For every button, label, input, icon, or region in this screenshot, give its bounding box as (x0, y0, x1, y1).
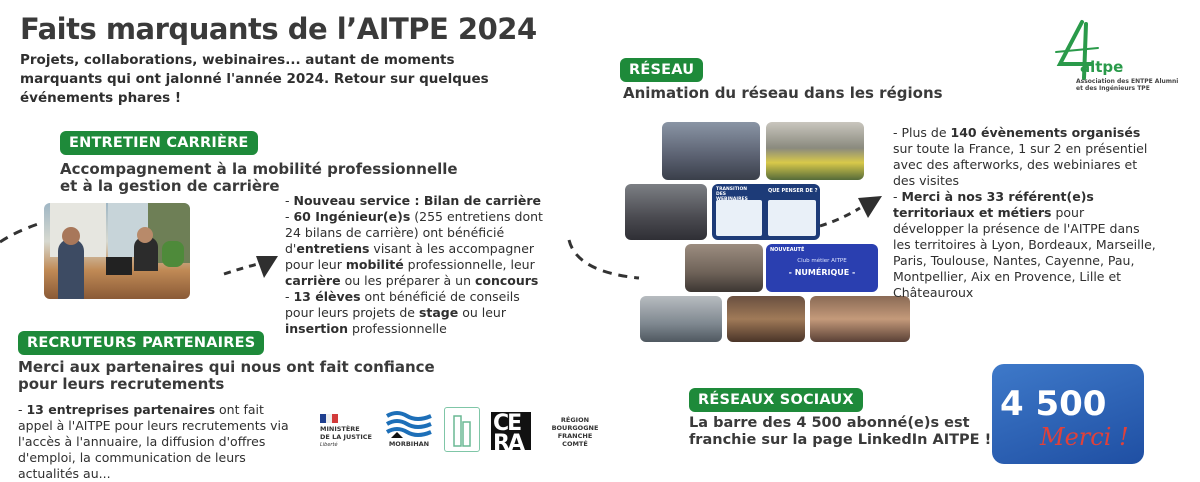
photo-network-group (662, 122, 760, 180)
logo-mark: aitpe (1080, 58, 1124, 76)
badge-recruteurs: RECRUTEURS PARTENAIRES (18, 331, 264, 355)
photo-site-visit (766, 122, 864, 180)
reseau-heading: Animation du réseau dans les régions (623, 84, 943, 102)
cerema-label: CERA (493, 412, 523, 450)
building-icon (445, 408, 479, 451)
badge-reseau: RÉSEAU (620, 58, 703, 82)
ministere-line-3: Liberté (320, 442, 338, 448)
flyer-title-2: QUE PENSER DE ? (768, 188, 818, 194)
page-title: Faits marquants de l’AITPE 2024 (20, 12, 537, 46)
milestone-merci: Merci ! (1040, 423, 1129, 451)
recruteurs-bullet-1: - 13 entreprises partenaires ont fait appel à l'AITPE pour leurs recrutements via l'accès à l'annuaire, la diffusion d'offres d'emploi, la communication de leurs actualités au... (18, 402, 289, 481)
logo-ministere-justice (320, 414, 382, 449)
morbihan-label: MORBIHAN (388, 440, 430, 448)
recruteurs-heading-1: Merci aux partenaires qui nous ont fait confiance (18, 358, 435, 376)
region-line-2: BOURGOGNE (551, 424, 599, 432)
badge-reseaux-sociaux: RÉSEAUX SOCIAUX (689, 388, 863, 412)
hermine-icon (385, 410, 433, 440)
photo-group-selfie (810, 296, 910, 342)
flyer-title-1: TRANSITION DES (716, 187, 748, 197)
photo-visit (640, 296, 722, 342)
region-line-1: RÉGION (560, 416, 590, 424)
reseaux-sociaux-heading (689, 415, 991, 449)
entretien-heading-2: et à la gestion de carrière (60, 177, 280, 195)
curved-arrow-icon (222, 250, 282, 284)
region-line-4: COMTÉ (562, 440, 588, 448)
entretien-bullet-3: - 13 élèves ont bénéficié de conseils pour leurs projets de stage ou leur insertion professionnelle (285, 289, 520, 336)
logo-tagline-2: et des Ingénieurs TPE (1076, 85, 1150, 92)
logo-morbihan (385, 410, 433, 450)
region-line-3: FRANCHE (557, 432, 593, 440)
entretien-bullet-2: - 60 Ingénieur(e)s (255 entretiens dont 24 bilans de carrière) ont bénéficié d'entretiens visant à les accompagner pour leur mobilité professionnelle, leur carrière ou les préparer à un concours (285, 209, 543, 288)
photo-meeting (625, 184, 707, 240)
banner-line-1: Club métier AITPE (797, 258, 847, 264)
logo-tagline (1076, 78, 1186, 92)
ministere-line-1: MINISTÈRE (320, 425, 360, 433)
recruteurs-heading-2: pour leurs recrutements (18, 375, 225, 393)
logo-building (444, 407, 480, 452)
logo-cerema (491, 412, 531, 450)
flyer-webinaires (712, 184, 820, 240)
reseaux-sociaux-heading-1: La barre des 4 500 abonné(e)s est (689, 415, 970, 431)
dashed-arrow-middle (565, 238, 645, 288)
banner-club-numerique (766, 244, 878, 292)
banner-line-2: - NUMÉRIQUE - (788, 268, 856, 277)
reseau-bullet-1: - Plus de 140 évènements organisés sur toute la France, 1 sur 2 en présentiel avec des afterworks, des webiniares et des visites (893, 125, 1148, 188)
entretien-heading (60, 161, 458, 195)
reseau-bullet-2: - Merci à nos 33 référent(e)s territoriaux et métiers pour développer la présence de l'AITPE dans les territoires à Lyon, Bordeaux, Marseille, Paris, Toulouse, Nantes, Cayenne, Pau, Montpellier, Aix en Provence, Lille et Châteauroux (893, 189, 1156, 300)
logo-tagline-1: Association des ENTPE Alumni (1076, 78, 1179, 85)
ministere-line-2: DE LA JUSTICE (320, 433, 372, 441)
reseau-body (893, 125, 1158, 301)
aitpe-logo (1052, 18, 1182, 98)
dashed-arrow-left (0, 212, 40, 252)
entretien-heading-1: Accompagnement à la mobilité professionnelle (60, 160, 458, 178)
marianne-flag-icon (320, 414, 338, 423)
recruteurs-heading (18, 359, 435, 393)
curved-arrow-icon (818, 192, 888, 232)
photo-career-interview (44, 203, 190, 299)
badge-entretien-carriere: ENTRETIEN CARRIÈRE (60, 131, 258, 155)
photo-dinner (727, 296, 805, 342)
entretien-body (285, 193, 547, 337)
logo-region-bfc (545, 416, 605, 448)
page-intro: Projets, collaborations, webinaires... autant de moments marquants qui ont jalonné l'année 2024. Retour sur quelques événements phares ! (20, 52, 489, 106)
recruteurs-body (18, 402, 293, 482)
banner-small-label: NOUVEAUTÉ (770, 247, 805, 253)
photo-afterwork (685, 244, 763, 292)
milestone-number: 4 500 (1000, 384, 1107, 424)
entretien-bullet-1: - Nouveau service : Bilan de carrière (285, 193, 541, 208)
reseaux-sociaux-heading-2: franchie sur la page LinkedIn AITPE ! (689, 432, 992, 448)
